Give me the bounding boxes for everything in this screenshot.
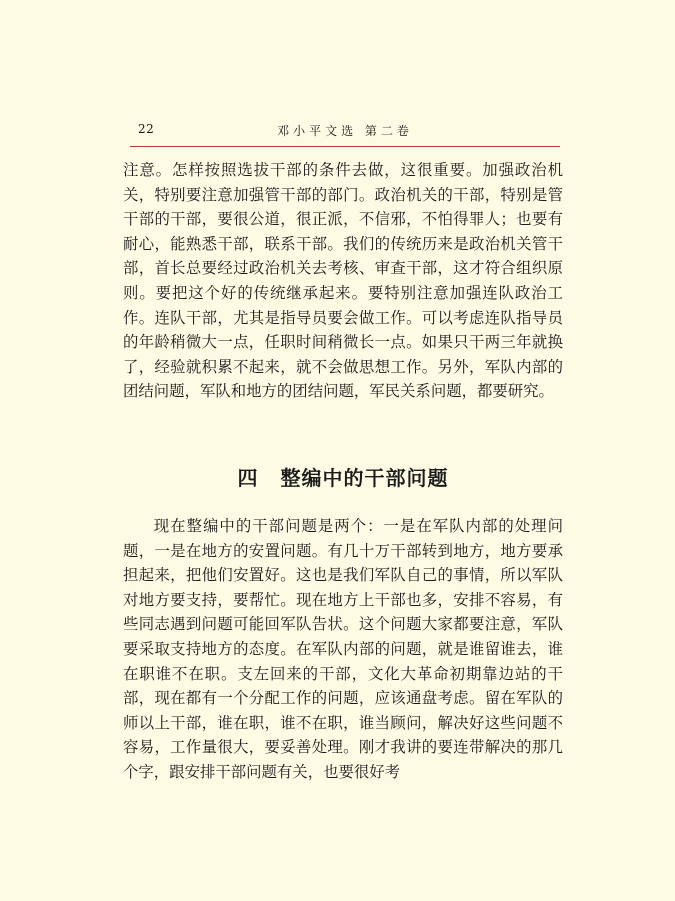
section-text xyxy=(123,514,563,785)
page-number: 22 xyxy=(138,122,155,136)
section-number: 四 xyxy=(237,466,259,490)
paragraph: 注意。怎样按照选拔干部的条件去做，这很重要。加强政治机关，特别要注意加强管干部的部门。政治机关的干部，特别是管干部的干部，要很公道，很正派，不信邪，不怕得罪人；也要有耐心，能熟悉干部，联系干部。我们的传统历来是政治机关管干部，首长总要经过政治机关去考核、审查干部，这才符合组织原则。要把这个好的传统继承起来。要特别注意加强连队政治工作。连队干部，尤其是指导员要会做工作。可以考虑连队指导员的年龄稍微大一点，任职时间稍微长一点。如果只干两三年就换了，经验就积累不起来，就不会做思想工作。另外，军队内部的团结问题，军队和地方的团结问题，军民关系问题，都要研究。 xyxy=(123,161,563,401)
body-text xyxy=(123,158,563,404)
page-header xyxy=(130,118,560,147)
section-title: 整编中的干部问题 xyxy=(280,466,449,490)
section-heading xyxy=(123,462,563,491)
paragraph: 现在整编中的干部问题是两个：一是在军队内部的处理问题，一是在地方的安置问题。有几十万干部转到地方，地方要承担起来，把他们安置好。这也是我们军队自己的事情，所以军队对地方要支持，要帮忙。现在地方上干部也多，安排不容易，有些同志遇到问题可能回军队告状。这个问题大家都要注意，军队要采取支持地方的态度。在军队内部的问题，就是谁留谁去，谁在职谁不在职。支左回来的干部，文化大革命初期靠边站的干部，现在都有一个分配工作的问题，应该通盘考虑。留在军队的师以上干部，谁在职，谁不在职，谁当顾问，解决好这些问题不容易，工作量很大，要妥善处理。刚才我讲的要连带解决的那几个字，跟安排干部问题有关，也要很好考 xyxy=(123,517,563,781)
running-head: 邓小平文选 第二卷 xyxy=(277,124,413,138)
